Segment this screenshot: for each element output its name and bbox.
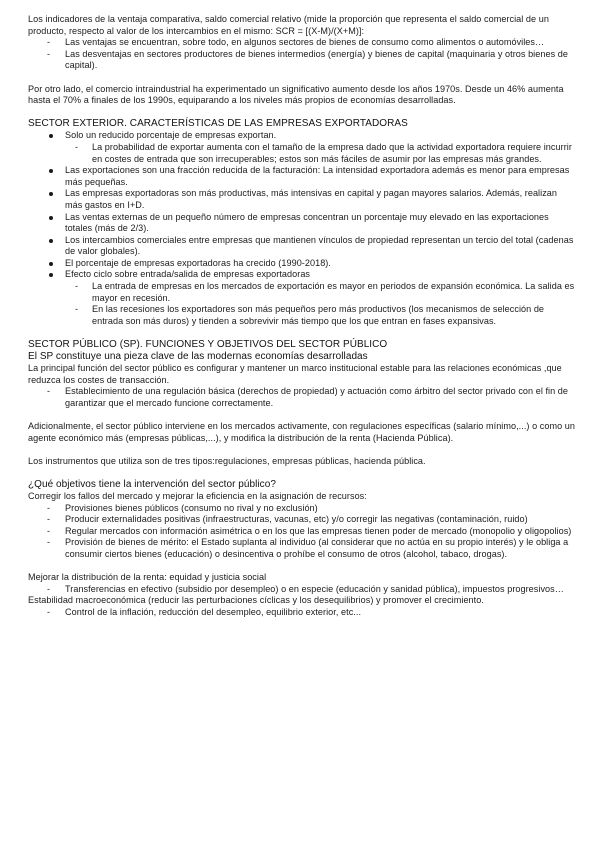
section-heading-sector-exterior: SECTOR EXTERIOR. CARACTERÍSTICAS DE LAS EMPRESAS EXPORTADORAS <box>28 118 408 130</box>
list-item: Solo un reducido porcentaje de empresas exportan. <box>28 130 576 142</box>
list-item: - Provisión de bienes de mérito: el Estado suplanta al individuo (al considerar que no actúa en su propio interés) y le obliga a consumir ciertos bienes (educación) o desincentiva o prohíbe el consumo de otros (alcohol, tabaco, drogas). <box>28 537 576 560</box>
objetivos-list-2 <box>28 584 576 596</box>
list-item: Las exportaciones son una fracción reducida de la facturación: La intensidad exportadora además es menor para empresas más pequeñas. <box>28 165 576 188</box>
list-item: - Producir externalidades positivas (infraestructuras, vacunas, etc) y/o corregir las negativas (contaminación, ruido) <box>28 514 576 526</box>
sub-list-item: - En las recesiones los exportadores son más pequeños pero más productivos (los mecanismos de selección de entrada son más duros) y tienden a sobrevivir más tiempo que los que entran en fases expansivas. <box>28 304 576 327</box>
sub-list-item: - La probabilidad de exportar aumenta con el tamaño de la empresa dado que la actividad exportadora requiere incurrir en costes de entrada que son irrecuperables; estos son más fáciles de asumir por las empresas más grandes. <box>28 142 576 165</box>
sub-list-item: - La entrada de empresas en los mercados de exportación es mayor en periodos de expansión económica. La salida es mayor en recesión. <box>28 281 576 304</box>
list-item: - Control de la inflación, reducción del desempleo, equilibrio exterior, etc... <box>28 607 576 619</box>
list-item: El porcentaje de empresas exportadoras ha crecido (1990-2018). <box>28 258 576 270</box>
section-heading-sector-publico: SECTOR PÚBLICO (SP). FUNCIONES Y OBJETIVOS DEL SECTOR PÚBLICO <box>28 339 388 351</box>
sector-publico-list <box>28 386 576 409</box>
intro-list <box>28 37 576 72</box>
list-item: - Las desventajas en sectores productores de bienes intermedios (energía) y bienes de capital (maquinaria y otros bienes de capital). <box>28 49 576 72</box>
sector-publico-paragraph: La principal función del sector público es configurar y mantener un marco institucional estable para las relaciones económicas ,que reduzca los costes de transacción. <box>28 363 562 385</box>
sector-publico-paragraph-3: Los instrumentos que utiliza son de tres tipos:regulaciones, empresas públicas, hacienda pública. <box>28 455 426 466</box>
list-item: - Transferencias en efectivo (subsidio por desempleo) o en especie (educación y sanidad pública), impuestos progresivos… <box>28 584 576 596</box>
intro-paragraph: Los indicadores de la ventaja comparativa, saldo comercial relativo (mide la proporción que representa el saldo comercial de un producto, respecto al valor de los intercambios en el mismo: SCR = [(X-M)/(X+M)]: <box>28 14 549 36</box>
list-item: Los intercambios comerciales entre empresas que mantienen vínculos de propiedad representan un tercio del total (cadenas de valor globales). <box>28 235 576 258</box>
objetivos-list-1 <box>28 503 576 561</box>
list-item: - Establecimiento de una regulación básica (derechos de propiedad) y actuación como árbitro del sector privado con el fin de garantizar que el mercado funcione correctamente. <box>28 386 576 409</box>
list-item: - Provisiones bienes públicos (consumo no rival y no exclusión) <box>28 503 576 515</box>
list-item: - Las ventajas se encuentran, sobre todo, en algunos sectores de bienes de consumo como alimentos o automóviles… <box>28 37 576 49</box>
sector-exterior-sublist <box>28 142 576 165</box>
sector-exterior-sublist <box>28 281 576 327</box>
sector-exterior-list <box>28 130 576 142</box>
section-subheading: El SP constituye una pieza clave de las modernas economías desarrolladas <box>28 351 368 363</box>
sector-publico-paragraph-2: Adicionalmente, el sector público interviene en los mercados activamente, con regulaciones específicas (salario mínimo,...) o como un agente económico más (empresas públicas,...), y modifica la distribución de la renta (Hacienda Pública). <box>28 421 575 443</box>
objetivos-question: ¿Qué objetivos tiene la intervención del sector público? <box>28 478 276 490</box>
objetivos-line-3: Estabilidad macroeconómica (reducir las perturbaciones cíclicas y los desequilibrios) y promover el crecimiento. <box>28 595 484 606</box>
sector-exterior-list <box>28 165 576 281</box>
list-item: Las empresas exportadoras son más productivas, más intensivas en capital y pagan mayores salarios. Además, realizan más gastos en I+D. <box>28 188 576 211</box>
objetivos-line-1: Corregir los fallos del mercado y mejorar la eficiencia en la asignación de recursos: <box>28 490 367 501</box>
list-item: Efecto ciclo sobre entrada/salida de empresas exportadoras <box>28 269 576 281</box>
objetivos-line-2: Mejorar la distribución de la renta: equidad y justicia social <box>28 572 267 583</box>
list-item: Las ventas externas de un pequeño número de empresas concentran un porcentaje muy elevado en las exportaciones totales (más de 2/3). <box>28 212 576 235</box>
intraindustrial-paragraph: Por otro lado, el comercio intraindustrial ha experimentado un significativo aumento desde los años 1970s. Desde un 46% aumenta hasta el 70% a finales de los 1990s, equiparando a los niveles más propios de economías desarrolladas. <box>28 83 564 106</box>
list-item: - Regular mercados con información asimétrica o en los que las empresas tienen poder de mercado (monopolio y oligopolios) <box>28 526 576 538</box>
objetivos-list-3 <box>28 607 576 619</box>
